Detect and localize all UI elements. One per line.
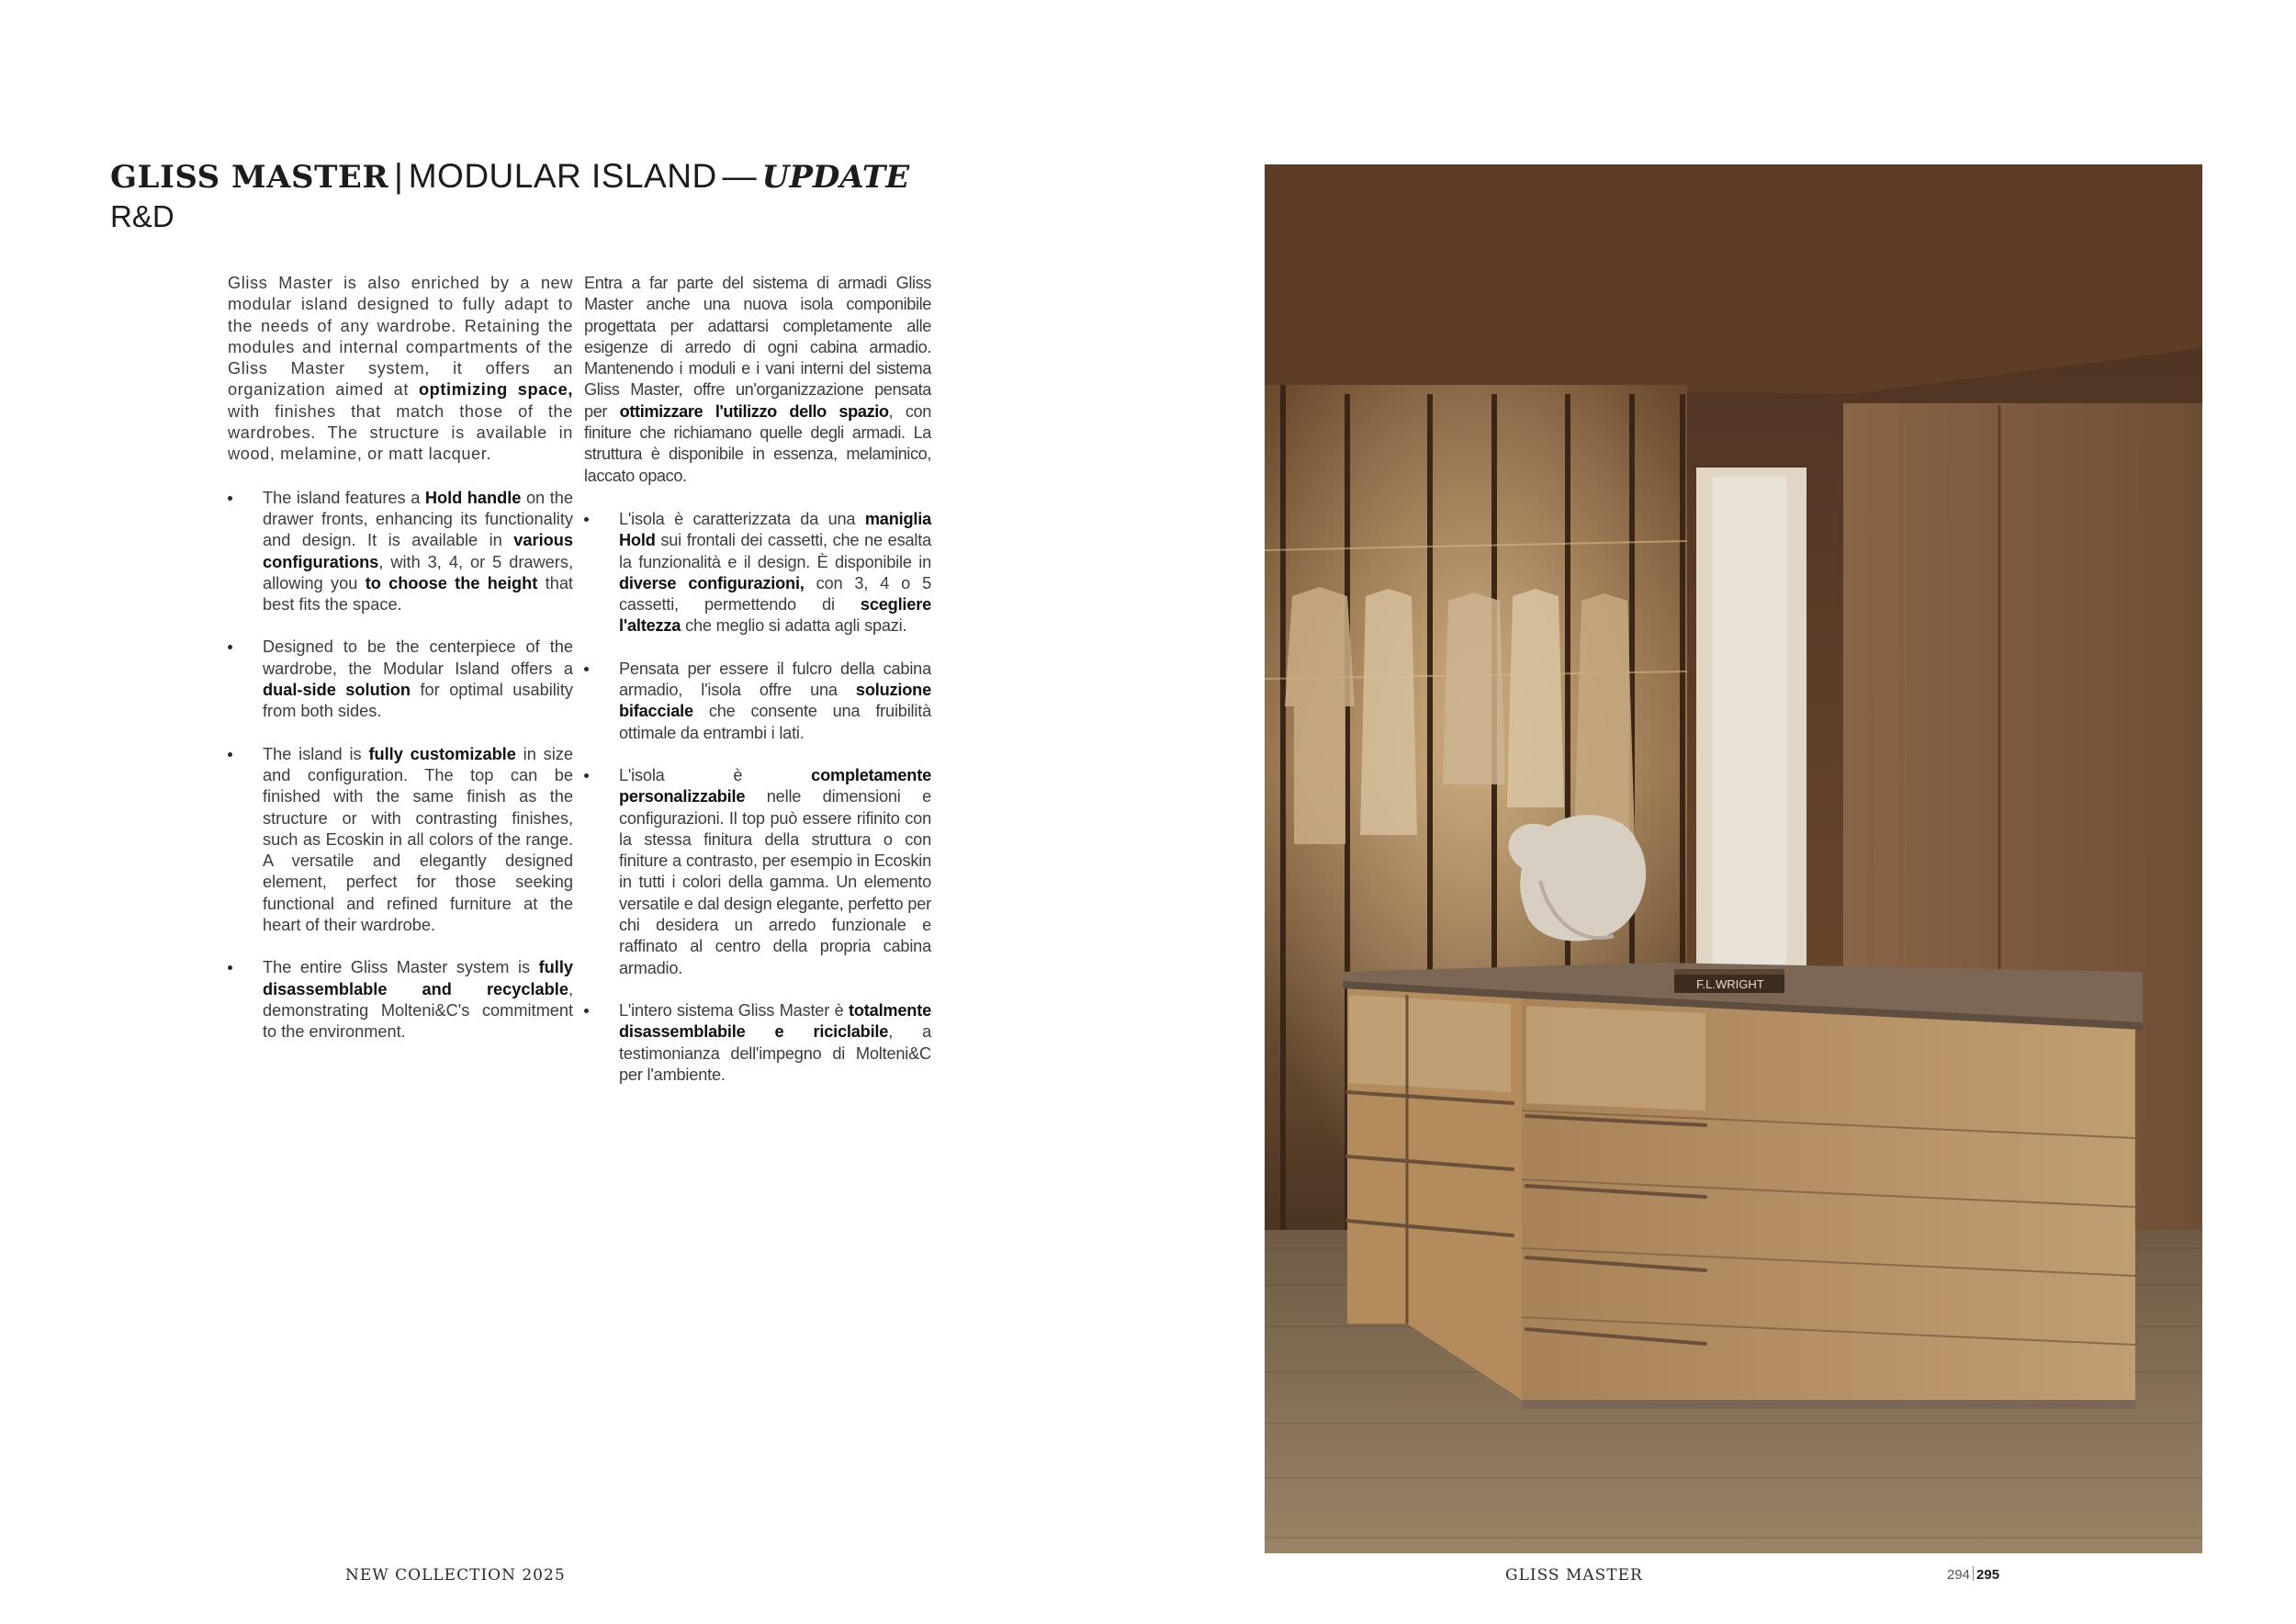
emphasis-text: fully customizable <box>368 744 516 763</box>
list-item <box>584 1000 931 1086</box>
bullet-dot <box>584 667 589 671</box>
body-text: L'isola è caratterizzata da una <box>619 509 865 528</box>
italian-bullet-list <box>584 509 931 1086</box>
product-photo <box>1265 164 2202 1553</box>
footer-product: GLISS MASTER <box>1505 1566 1643 1585</box>
bullet-dot <box>584 773 589 778</box>
title-update: UPDATE <box>761 159 910 196</box>
italian-bullet-text <box>619 1001 931 1084</box>
footer-collection: NEW COLLECTION 2025 <box>345 1566 566 1585</box>
title-dash: — <box>722 157 757 195</box>
body-text: , con finiture che richiamano quelle degli armadi. La struttura è disponibile in essenza, melaminico, laccato opaco. <box>584 401 931 485</box>
emphasis-text: dual-side solution <box>263 681 411 700</box>
emphasis-text: soluzione bifacciale <box>619 681 931 721</box>
italian-intro <box>584 273 931 487</box>
bullet-dot <box>228 965 232 970</box>
list-item <box>228 637 573 722</box>
emphasis-text: completamente personalizzabile <box>619 765 931 806</box>
title-module: MODULAR ISLAND <box>408 157 717 195</box>
emphasis-text: maniglia Hold <box>619 509 931 550</box>
body-text: in size and configuration. The top can be finished with the same finish as the structure or with contrasting finishes, such as Ecoskin in all colors of the range. A versatile and elegantly designed element, perfect for those seeking functional and refined furniture at the heart of their wardrobe. <box>263 744 573 935</box>
body-text: that best fits the space. <box>263 573 573 615</box>
list-item <box>584 659 931 744</box>
bullet-dot <box>584 517 589 522</box>
body-text: L'intero sistema Gliss Master è <box>619 1000 850 1020</box>
emphasis-text: ottimizzare l'utilizzo dello spazio <box>619 401 889 421</box>
list-item <box>228 744 573 937</box>
body-text: sui frontali dei cassetti, che ne esalta la funzionalità e il design. È disponibile in <box>619 531 931 571</box>
list-item <box>228 957 573 1043</box>
english-bullet-list <box>228 488 573 1043</box>
body-text: Gliss Master is also enriched by a new modular island designed to fully adapt to the needs of any wardrobe. Retaining the modules and internal compartments of the Gliss Master system, it offers an organization aimed at <box>228 274 573 400</box>
bullet-dot <box>228 752 232 757</box>
body-text: on the drawer fronts, enhancing its functionality and design. It is available in <box>263 488 573 550</box>
english-column <box>228 273 573 1065</box>
body-text: , with 3, 4, or 5 drawers, allowing you <box>263 552 573 592</box>
emphasis-text: diverse configurazioni, <box>619 573 805 592</box>
emphasis-text: scegliere l'altezza <box>619 595 931 636</box>
emphasis-text: to choose the height <box>365 573 538 592</box>
body-text: The island features a <box>263 488 425 507</box>
body-text: , demonstrating Molteni&C's commitment to the environment. <box>263 979 573 1042</box>
book-spine-title: F.L.WRIGHT <box>1696 977 1764 991</box>
body-text: che consente una fruibilità ottimale da entrambi i lati. <box>619 702 931 742</box>
english-bullet-text <box>263 745 573 934</box>
page-subtitle: R&D <box>110 199 174 233</box>
body-text: , a testimonianza dell'impegno di Molteni&C per l'ambiente. <box>619 1022 931 1084</box>
emphasis-text: fully disassemblable and recyclable <box>263 958 573 998</box>
italian-bullet-text <box>619 766 931 977</box>
body-text: nelle dimensioni e configurazioni. Il top può essere rifinito con la stessa finitura della struttura o con finiture a contrasto, per esempio in Ecoskin in tutti i colori della gamma. Un elemento versatile e dal design elegante, perfetto per chi desidera un arredo funzionale e raffinato al centro della propria cabina armadio. <box>619 787 931 977</box>
walk-in-closet-illustration <box>1265 164 2202 1553</box>
page-number-right: 295 <box>1976 1567 2000 1583</box>
emphasis-text: various configurations <box>263 531 573 571</box>
page-divider <box>1973 1566 1974 1581</box>
italian-column <box>584 273 931 1107</box>
body-text: The island is <box>263 744 369 763</box>
italian-bullet-text <box>619 510 931 635</box>
title-separator: | <box>394 157 403 195</box>
body-text: Entra a far parte del sistema di armadi Gliss Master anche una nuova isola componibile progettata per adattarsi completamente alle esigenze di arredo di ogni cabina armadio. Mantenendo i moduli e i vani interni del sistema Gliss Master, offre un'organizzazione pensata per <box>584 274 931 421</box>
italian-bullet-text <box>619 660 931 742</box>
emphasis-text: optimizing space, <box>418 380 574 400</box>
body-text: L'isola è <box>619 765 812 784</box>
bullet-dot <box>584 1009 589 1013</box>
body-text: con 3, 4 o 5 cassetti, permettendo di <box>619 573 931 615</box>
body-text: with finishes that match those of the wardrobes. The structure is available in wood, melamine, or matt lacquer. <box>228 401 573 464</box>
body-text: Designed to be the centerpiece of the wardrobe, the Modular Island offers a <box>263 637 573 678</box>
page-numbers <box>1947 1566 1999 1583</box>
english-bullet-text <box>263 489 573 614</box>
list-item <box>584 509 931 637</box>
title-brand: GLISS MASTER <box>110 159 389 196</box>
body-text: for optimal usability from both sides. <box>263 681 573 721</box>
english-intro <box>228 273 573 466</box>
english-bullet-text <box>263 958 573 1041</box>
body-text: The entire Gliss Master system is <box>263 958 539 977</box>
body-text: Pensata per essere il fulcro della cabina armadio, l'isola offre una <box>619 659 931 700</box>
page-number-left: 294 <box>1947 1567 1971 1583</box>
list-item <box>584 765 931 979</box>
bullet-dot <box>228 645 232 649</box>
bullet-dot <box>228 496 232 501</box>
english-bullet-text <box>263 637 573 720</box>
emphasis-text: totalmente disassemblabile e riciclabile <box>619 1000 931 1042</box>
body-text: che meglio si adatta agli spazi. <box>681 616 907 636</box>
page-title <box>110 156 909 197</box>
list-item <box>228 488 573 616</box>
emphasis-text: Hold handle <box>424 488 522 507</box>
